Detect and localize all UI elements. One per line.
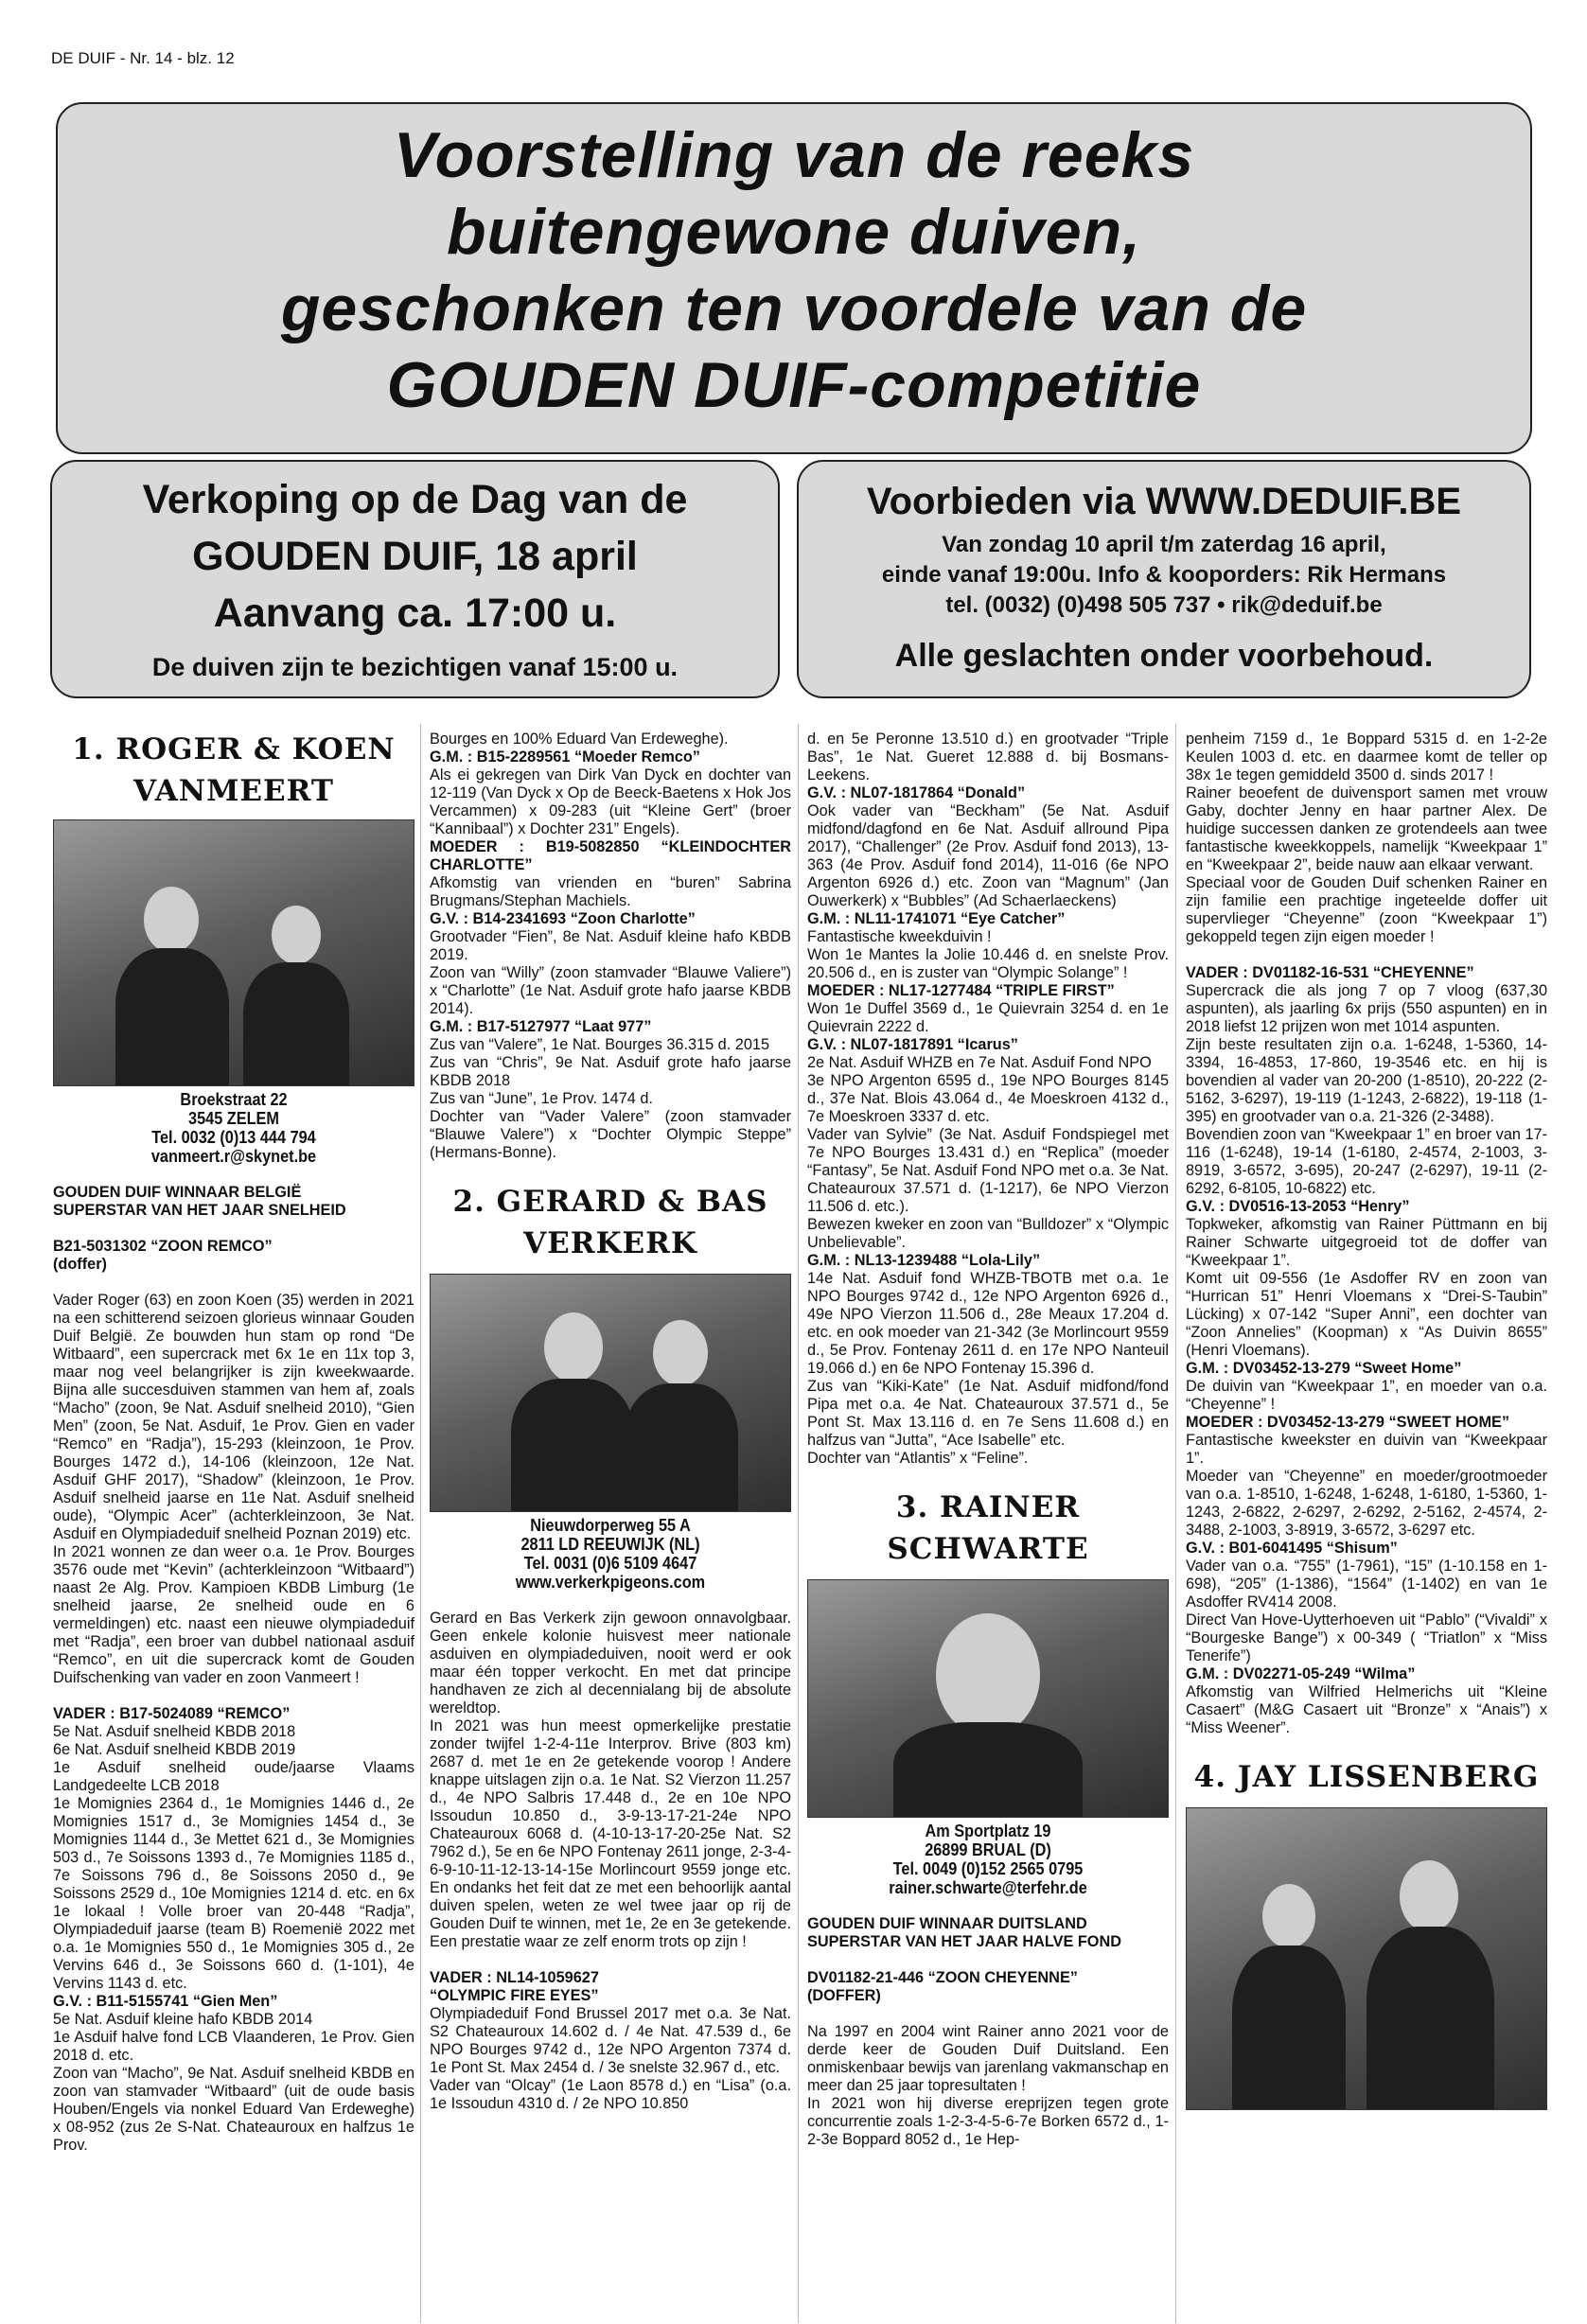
headline-line: Voorstelling van de reeks (393, 119, 1195, 191)
pedigree-heading: MOEDER : DV03452-13-279 “SWEET HOME” (1186, 1414, 1510, 1431)
paragraph: 5e Nat. Asduif kleine hafo KBDB 2014 (53, 2011, 313, 2028)
award-line: SUPERSTAR VAN HET JAAR SNELHEID (53, 1202, 346, 1219)
section-title-verkerk (430, 1181, 791, 1264)
column-2 (430, 731, 791, 2113)
sale-line: GOUDEN DUIF, 18 april (192, 534, 638, 579)
paragraph: Zus van “Chris”, 9e Nat. Asduif grote hafo jaarse KBDB 2018 (430, 1054, 791, 1089)
photo-schwarte (807, 1579, 1169, 1818)
paragraph: Fantastische kweekster en duivin van “Kweekpaar 1”. (1186, 1432, 1547, 1467)
paragraph: Zus van “Valere”, 1e Nat. Bourges 36.315 d. 2015 (430, 1036, 770, 1053)
column-rule (1175, 724, 1176, 2323)
disclaimer: Alle geslachten onder voorbehoud. (894, 638, 1434, 674)
paragraph: Als ei gekregen van Dirk Van Dyck en dochter van 12-119 (Van Dyck x Op de Beeck-Baetens x Hok Jos Vercammen) x 09-283 (uit “Kleine Gert” (broer “Kannibaal”) x Dochter 231” Engels). (430, 766, 791, 837)
photo-lissenberg (1186, 1807, 1547, 2110)
address-line: Am Sportplatz 19 (925, 1821, 1051, 1840)
bidding-line: einde vanaf 19:00u. Info & kooporders: Rik Hermans (881, 562, 1447, 588)
website-link[interactable]: www.verkerkpigeons.com (515, 1572, 706, 1592)
pedigree-heading: VADER : NL14-1059627 (430, 1969, 599, 1986)
address-schwarte (829, 1822, 1147, 1897)
paragraph: Won 1e Mantes la Jolie 10.446 d. en snelste Prov. 20.506 d., en is zuster van “Olympic Solange” ! (807, 946, 1169, 981)
paragraph: Topkweker, afkomstig van Rainer Püttmann en bij Rainer Schwarte uitgegroeid tot de doffer van “Kweekpaar 1”. (1186, 1216, 1547, 1269)
paragraph: 1e Momignies 2364 d., 1e Momignies 1446 d., 2e Momignies 1517 d., 3e Momignies 1454 d., 3e Momignies 1144 d., 3e Mettet 621 d., 3e Momignies 503 d., 7e Soissons 1393 d., 7e Momignies 1185 d., 7e Soissons 796 d., 8e Soissons 2050 d., 9e Soissons 2529 d., 10e Momignies 1214 d. etc. en 6x 1e lokaal ! Volle broer van 20-448 “Radja”, Olympiadeduif jaarse (team B) Roemenië 2022 met o.a. 1e Momignies 550 d., 1e Momignies 305 d., 2e Vervins 646 d., 3e Soissons 660 d. (1-101), 4e Vervins 1143 d. etc. (53, 1795, 414, 1992)
pedigree-heading: G.V. : B14-2341693 “Zoon Charlotte” (430, 910, 696, 927)
sale-line: Verkoping op de Dag van de (142, 477, 688, 522)
bidding-line: Van zondag 10 april t/m zaterdag 16 april, (942, 532, 1386, 557)
headline-box (56, 102, 1532, 454)
paragraph: Fantastische kweekduivin ! (807, 928, 992, 945)
paragraph: 3e NPO Argenton 6595 d., 19e NPO Bourges 8145 d., 37e Nat. Blois 43.064 d., 4e Moeskroen 4132 d., 7e Moeskroen 3337 d. etc. (807, 1072, 1169, 1125)
award-line: GOUDEN DUIF WINNAAR BELGIË (53, 1184, 302, 1201)
pedigree-heading: MOEDER : B19-5082850 “KLEINDOCHTER CHARLOTTE” (430, 838, 791, 873)
paragraph: Zus van “Kiki-Kate” (1e Nat. Asduif midfond/fond Pipa met o.a. 4e Nat. Chateauroux 37.571 d., 5e Pont St. Max 13.116 d. en 7e Sens 11.608 d.) en halfzus van “Jutta”, “Ace Isabelle” etc. (807, 1378, 1169, 1449)
bird-sex: (DOFFER) (807, 1987, 881, 2004)
bird-id: B21-5031302 “ZOON REMCO” (53, 1238, 273, 1255)
paragraph: Afkomstig van Wilfried Helmerichs uit “Kleine Casaert” (M&G Casaert uit “Bronze” x “Anais”) x “Miss Weener”. (1186, 1683, 1547, 1736)
column-rule (798, 724, 799, 2323)
address-line: Broekstraat 22 (180, 1089, 288, 1109)
paragraph: 1e Asduif halve fond LCB Vlaanderen, 1e Prov. Gien 2018 d. etc. (53, 2029, 414, 2064)
bidding-info-box (797, 460, 1531, 698)
section-title-schwarte: 3. RAINER SCHWARTE (887, 1490, 1089, 1566)
pedigree-heading: G.V. : NL07-1817864 “Donald” (807, 784, 1026, 801)
bird-sex: (doffer) (53, 1256, 107, 1273)
column-3 (807, 731, 1169, 2149)
pedigree-heading: G.M. : NL13-1239488 “Lola-Lily” (807, 1252, 1041, 1269)
paragraph: Bewezen kweker en zoon van “Bulldozer” x “Olympic Unbelievable”. (807, 1216, 1169, 1251)
paragraph: Zoon van “Willy” (zoon stamvader “Blauwe Valiere”) x “Charlotte” (1e Nat. Asduif grote hafo jaarse KBDB 2014). (430, 964, 791, 1017)
paragraph: 5e Nat. Asduif snelheid KBDB 2018 (53, 1723, 296, 1740)
pedigree-heading: G.M. : DV03452-13-279 “Sweet Home” (1186, 1360, 1462, 1377)
sale-info-box (50, 460, 780, 698)
running-header: DE DUIF - Nr. 14 - blz. 12 (51, 49, 235, 67)
paragraph: In 2021 won hij diverse ereprijzen tegen grote concurrentie zoals 1-2-3-4-5-6-7e Borken 6572 d., 1-2-3e Boppard 8052 d., 1e Hep- (807, 2095, 1169, 2148)
title-line: VERKERK (523, 1226, 697, 1260)
phone: Tel. 0049 (0)152 2565 0795 (892, 1858, 1084, 1878)
paragraph: Zus van “June”, 1e Prov. 1474 d. (430, 1090, 653, 1107)
address-line: 26899 BRUAL (D) (925, 1840, 1051, 1859)
paragraph: Gerard en Bas Verkerk zijn gewoon onnavolgbaar. Geen enkele kolonie huisvest meer nationale asduiven en olympiadeduiven, nooit werd er ook maar één topper verkocht. En met dat principe handhaven ze zich al decennialang bij de absolute wereldtop. (430, 1610, 791, 1717)
paragraph: Won 1e Duffel 3569 d., 1e Quievrain 3254 d. en 1e Quievrain 2222 d. (807, 1000, 1169, 1035)
paragraph: Zoon van “Macho”, 9e Nat. Asduif snelheid KBDB en zoon van stamvader “Witbaard” (uit de oude basis Houben/Engels via nonkel Eduard Van Erdeweghe) x 08-952 (zus 2e S-Nat. Chateauroux en halfzus 1e Prov. (53, 2065, 414, 2154)
pedigree-heading: G.V. : NL07-1817891 “Icarus” (807, 1036, 1018, 1053)
award-line: GOUDEN DUIF WINNAAR DUITSLAND (807, 1915, 1087, 1932)
paragraph: Direct Van Hove-Uytterhoeven uit “Pablo” (“Vivaldi” x “Bourgeske Bange”) x 00-349 ( “Triatlon” x “Miss Tenerife”) (1186, 1611, 1547, 1664)
address-vanmeert (75, 1090, 393, 1166)
paragraph: Dochter van “Vader Valere” (zoon stamvader “Blauwe Valere”) x “Dochter Olympic Steppe” (Hermans-Bonne). (430, 1108, 791, 1161)
paragraph: De duivin van “Kweekpaar 1”, en moeder van o.a. “Cheyenne” ! (1186, 1378, 1547, 1413)
email-link[interactable]: rainer.schwarte@terfehr.de (889, 1877, 1087, 1897)
paragraph: 1e Asduif snelheid oude/jaarse Vlaams Landgedeelte LCB 2018 (53, 1759, 414, 1794)
bird-id: DV01182-21-446 “ZOON CHEYENNE” (807, 1969, 1078, 1986)
title-line: 1. ROGER & KOEN (72, 732, 396, 766)
phone: Tel. 0031 (0)6 5109 4647 (523, 1553, 697, 1573)
photo-vanmeert (53, 819, 414, 1086)
pedigree-heading: “OLYMPIC FIRE EYES” (430, 1987, 599, 2004)
pedigree-heading: G.M. : DV02271-05-249 “Wilma” (1186, 1665, 1416, 1682)
pedigree-heading: G.M. : B17-5127977 “Laat 977” (430, 1018, 652, 1035)
paragraph: Afkomstig van vrienden en “buren” Sabrina Brugmans/Stephan Machiels. (430, 874, 791, 909)
bidding-contact: tel. (0032) (0)498 505 737 • rik@deduif.be (945, 592, 1383, 618)
column-1 (53, 729, 414, 2155)
address-line: 3545 ZELEM (188, 1108, 279, 1128)
bidding-url[interactable]: Voorbieden via WWW.DEDUIF.BE (866, 481, 1462, 522)
pedigree-heading: G.V. : B11-5155741 “Gien Men” (53, 1993, 278, 2010)
paragraph: Na 1997 en 2004 wint Rainer anno 2021 voor de derde keer de Gouden Duif Duitsland. Een onmiskenbaar bewijs van jarenlang vakmanschap en meer dan 25 jaar topresultaten ! (807, 2023, 1169, 2094)
column-4 (1186, 731, 1547, 2110)
paragraph: Zijn beste resultaten zijn o.a. 1-6248, 1-5360, 14-3394, 16-4853, 17-860, 19-3546 etc. en hij is bovendien al vader van 20-200 (1-8510), 20-222 (2-5162, 3-6297), 19-119 (1-1243, 2-6822), 19-118 (1-395) en grootvader van o.a. 21-326 (2-3488). (1186, 1036, 1547, 1125)
address-line: Nieuwdorperweg 55 A (530, 1515, 691, 1535)
paragraph: Speciaal voor de Gouden Duif schenken Rainer en zijn familie een prachtige ingeteelde doffer uit supervlieger “Cheyenne” (zoon “Kweekpaar 1”) gekoppeld tegen zijn eigen moeder ! (1186, 874, 1547, 945)
paragraph: Ook vader van “Beckham” (5e Nat. Asduif midfond/dagfond en 6e Nat. Asduif allround Pipa 2017), “Challenger” (2e Prov. Asduif fond 2013), 13-363 (4e Prov. Asduif fond 2014), 11-016 (6e NPO Argenton 6926 d.) etc. Zoon van “Magnum” (Jan Ouwerkerk) x “Bubbles” (Ad Schaerlaeckens) (807, 802, 1169, 909)
pedigree-heading: MOEDER : NL17-1277484 “TRIPLE FIRST” (807, 982, 1115, 999)
paragraph: Vader Roger (63) en zoon Koen (35) werden in 2021 na een schitterend seizoen glorieus winnaar Gouden Duif België. Ze bouwden hun stam op rond “De Witbaard”, een supercrack met 6x 1e en 11x top 3, maar nog veel belangrijker is zijn kweekwaarde. Bijna alle succesduiven stammen van hem af, zoals “Macho” (zoon, 9e Nat. Asduif snelheid 2010), “Gien Men” (zoon, 5e Nat. Asduif, 1e Prov. Gien en vader “Remco” en “Radja”), 15-293 (kleinzoon, 1e Prov. Bourges 1472 d.), 14-106 (kleinzoon, 12e Nat. Asduif GHF 2017), “Shadow” (kleinzoon, 1e Prov. Asduif snelheid jaarse en 11e Nat. Asduif snelheid oude), “Olympic Acer” (achterkleinzoon, 3e Nat. Asduif en Olympiadeduif snelheid Poznan 2019) etc. (53, 1292, 414, 1542)
paragraph: Rainer beoefent de duivensport samen met vrouw Gaby, dochter Jenny en haar partner Alex. De huidige successen danken ze grotendeels aan twee fantastische kweekkoppels, namelijk “Kweekpaar 1” en “Kweekpaar 2”, beide nauw aan elkaar verwant. (1186, 784, 1547, 873)
paragraph: 14e Nat. Asduif fond WHZB-TBOTB met o.a. 1e NPO Bourges 9742 d., 12e NPO Argenton 6926 d., 49e NPO Vierzon 11.506 d., 28e Meaux 17.204 d. etc. en ook moeder van 21-342 (3e Morlincourt 9559 d., 5e Prov. Fontenay 2611 d. en 17e NPO Nanteuil 19.066 d.) en 6e NPO Fontenay 15.396 d. (807, 1270, 1169, 1377)
paragraph: In 2021 was hun meest opmerkelijke prestatie zonder twijfel 1-2-4-11e Interprov. Brive (803 km) 2687 d. met 1e en 2e getekende voorop ! Andere knappe uitslagen zijn o.a. 1e Nat. S2 Vierzon 11.257 d., 4e NPO Salbris 17.448 d., 2e en 10e NPO Issoudun 10.850 d., 3-9-13-17-21-24e NPO Chateauroux 6068 d. (4-10-13-17-20-25e Nat. S2 7962 d.), 5e en 6e NPO Fontenay 2611 jonge, 2-3-4-6-9-10-11-12-13-14-15e Morlincourt 9559 jonge etc. En ondanks het feit dat ze met een behoorlijk aantal duiven spelen, weten ze wel twee jaar op rij de Gouden Duif te winnen, met 1e, 2e en 3e getekende. Een prestatie waar ze zelf enorm trots op zijn ! (430, 1717, 791, 1950)
title-line: 2. GERARD & BAS (452, 1185, 768, 1219)
paragraph: Dochter van “Atlantis” x “Feline”. (807, 1450, 1029, 1467)
email-link[interactable]: vanmeert.r@skynet.be (150, 1146, 317, 1166)
headline-line: buitengewone duiven, (446, 196, 1142, 268)
paragraph: Olympiadeduif Fond Brussel 2017 met o.a. 3e Nat. S2 Chateauroux 14.602 d. / 4e Nat. 47.539 d., 6e NPO Bourges 9742 d., 12e NPO Argenton 7374 d. 1e Pont St. Max 2454 d. / 3e snelste 32.967 d., etc. (430, 2005, 791, 2076)
paragraph: penheim 7159 d., 1e Boppard 5315 d. en 1-2-2e Keulen 1003 d. etc. en daarmee komt de teller op 38x 1e tegen gemiddeld 3500 d. sinds 2017 ! (1186, 731, 1547, 783)
title-line: VANMEERT (133, 774, 334, 808)
paragraph: Bourges en 100% Eduard Van Erdeweghe). (430, 731, 729, 748)
headline (58, 117, 1530, 424)
section-title-lissenberg: 4. JAY LISSENBERG (1193, 1760, 1540, 1794)
paragraph: Vader van Sylvie” (3e Nat. Asduif Fondspiegel met 7e NPO Bourges 13.431 d.) en “Replica” (moeder “Fantasy”, 5e Nat. Asduif Fond NPO met o.a. 3e Nat. Chateauroux 37.571 d. (1-1217), 6e NPO Vierzon 11.506 d. etc.). (807, 1126, 1169, 1215)
headline-line: geschonken ten voordele van de (280, 273, 1308, 344)
paragraph: 2e Nat. Asduif WHZB en 7e Nat. Asduif Fond NPO (807, 1054, 1152, 1071)
address-line: 2811 LD REEUWIJK (NL) (520, 1534, 700, 1554)
paragraph: Moeder van “Cheyenne” en moeder/grootmoeder van o.a. 1-8510, 1-6248, 1-6248, 1-6180, 1-5360, 1-1243, 2-6822, 2-6297, 2-6292, 2-5162, 2-4574, 2-3488, 2-1003, 3-8919, 3-6572, 3-6297 etc. (1186, 1468, 1547, 1539)
sale-line: Aanvang ca. 17:00 u. (213, 590, 617, 636)
award-line: SUPERSTAR VAN HET JAAR HALVE FOND (807, 1933, 1121, 1950)
pedigree-heading: G.M. : NL11-1741071 “Eye Catcher” (807, 910, 1066, 927)
address-verkerk (451, 1516, 769, 1592)
paragraph: Grootvader “Fien”, 8e Nat. Asduif kleine hafo KBDB 2019. (430, 928, 791, 963)
paragraph: Bovendien zoon van “Kweekpaar 1” en broer van 17-116 (1-6248), 19-14 (1-6180, 2-4574, 2-1003, 3-8919, 3-6572, 3-695), 20-247 (2-6297), 19-11 (2-6292, 6-8105, 10-6822) etc. (1186, 1126, 1547, 1197)
headline-line: GOUDEN DUIF-competitie (386, 349, 1202, 421)
pedigree-heading: G.V. : DV0516-13-2053 “Henry” (1186, 1198, 1410, 1215)
paragraph: Supercrack die als jong 7 op 7 vloog (637,30 aspunten), als jaarling 6x prijs (550 aspunten) en in 2018 liefst 12 prijzen won met 1014 aspunten. (1186, 982, 1547, 1035)
column-rule (420, 724, 421, 2323)
pedigree-heading: G.M. : B15-2289561 “Moeder Remco” (430, 748, 700, 766)
pedigree-heading: VADER : DV01182-16-531 “CHEYENNE” (1186, 964, 1474, 981)
pedigree-heading: G.V. : B01-6041495 “Shisum” (1186, 1540, 1398, 1557)
paragraph: Komt uit 09-556 (1e Asdoffer RV en zoon van “Hurrican 51” Henri Vloemans x “Drei-S-Taubin” Lücking) x 07-142 “Super Anni”, een dochter van “Zoon Annelies” (Koopman) x “As Duivin 8655” (Henri Vloemans). (1186, 1270, 1547, 1359)
paragraph: Vader van “Olcay” (1e Laon 8578 d.) en “Lisa” (o.a. 1e Issoudun 4310 d. / 2e NPO 10.850 (430, 2077, 791, 2112)
section-title-vanmeert (53, 729, 414, 812)
viewing-note: De duiven zijn te bezichtigen vanaf 15:00 u. (151, 653, 679, 681)
phone: Tel. 0032 (0)13 444 794 (151, 1127, 316, 1147)
pedigree-heading: VADER : B17-5024089 “REMCO” (53, 1705, 291, 1722)
paragraph: In 2021 wonnen ze dan weer o.a. 1e Prov. Bourges 3576 oude met “Kevin” (achterkleinzoon “Witbaard”) naast 2e Alg. Prov. Kampioen KBDB Limburg (1e snelheid jaarse, 2e snelheid oude en 6 vermeldingen) etc. naast een nieuwe olympiadeduif met “Radja”, een broer van dubbel nationaal asduif “Remco”, en uit die supercrack komt de Gouden Duifschenking van vader en zoon Vanmeert ! (53, 1543, 414, 1686)
paragraph: Vader van o.a. “755” (1-7961), “15” (1-10.158 en 1-698), “205” (1-1386), “1564” (1-1402) en van 1e Asdoffer RV414 2008. (1186, 1558, 1547, 1611)
photo-verkerk (430, 1274, 791, 1512)
paragraph: d. en 5e Peronne 13.510 d.) en grootvader “Triple Bas”, 1e Nat. Gueret 12.888 d. bij Bosmans-Leekens. (807, 731, 1169, 783)
paragraph: 6e Nat. Asduif snelheid KBDB 2019 (53, 1741, 296, 1758)
